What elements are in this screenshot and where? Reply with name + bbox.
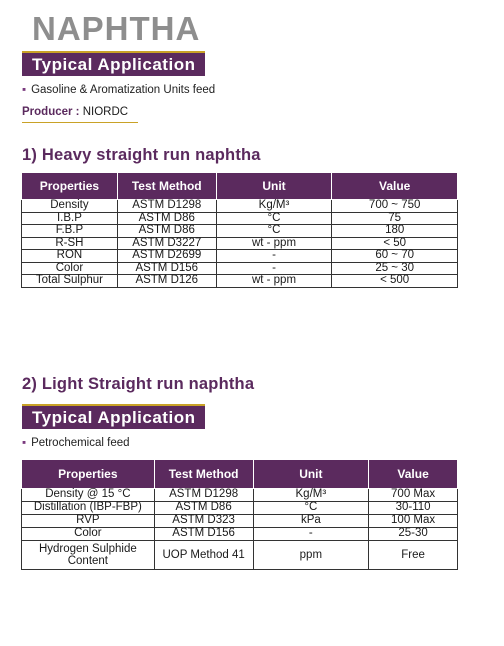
header-test-method: Test Method bbox=[117, 173, 216, 200]
table-row bbox=[22, 237, 458, 250]
cell-unit: °C bbox=[216, 225, 332, 238]
table-row bbox=[22, 200, 458, 213]
cell-value: 25 ~ 30 bbox=[332, 262, 458, 275]
bullet-icon: ▪ bbox=[22, 437, 27, 449]
heavy-naphtha-spec-table bbox=[21, 172, 458, 288]
cell-unit: Kg/M³ bbox=[216, 200, 332, 213]
producer-value: NIORDC bbox=[82, 106, 129, 118]
cell-value: 100 Max bbox=[369, 515, 458, 528]
cell-unit: kPa bbox=[253, 515, 369, 528]
cell-value: 60 ~ 70 bbox=[332, 250, 458, 263]
light-naphtha-spec-table bbox=[21, 459, 458, 570]
cell-test-method: ASTM D86 bbox=[117, 225, 216, 238]
cell-property: Total Sulphur bbox=[22, 275, 118, 288]
cell-value: 700 ~ 750 bbox=[332, 200, 458, 213]
header-value: Value bbox=[332, 173, 458, 200]
table-row bbox=[22, 528, 458, 541]
header-properties: Properties bbox=[22, 460, 155, 489]
cell-test-method: ASTM D156 bbox=[154, 528, 253, 541]
application-bullet-text: Gasoline & Aromatization Units feed bbox=[31, 84, 216, 96]
cell-property: RON bbox=[22, 250, 118, 263]
header-test-method: Test Method bbox=[154, 460, 253, 489]
cell-test-method: ASTM D156 bbox=[117, 262, 216, 275]
table-header-row bbox=[22, 173, 458, 200]
page-title: NAPHTHA bbox=[32, 10, 201, 47]
table-row bbox=[22, 262, 458, 275]
cell-value: 700 Max bbox=[369, 489, 458, 502]
table-row bbox=[22, 275, 458, 288]
cell-test-method: ASTM D323 bbox=[154, 515, 253, 528]
header-properties: Properties bbox=[22, 173, 118, 200]
cell-unit: Kg/M³ bbox=[253, 489, 369, 502]
typical-application-heading: Typical Application bbox=[22, 51, 205, 76]
cell-property: RVP bbox=[22, 515, 155, 528]
section2-title: 2) Light Straight run naphtha bbox=[22, 375, 255, 393]
cell-test-method: ASTM D86 bbox=[154, 502, 253, 515]
table-row bbox=[22, 212, 458, 225]
cell-value: 180 bbox=[332, 225, 458, 238]
cell-value: < 500 bbox=[332, 275, 458, 288]
cell-test-method: ASTM D126 bbox=[117, 275, 216, 288]
cell-property: Hydrogen Sulphide Content bbox=[22, 541, 155, 570]
producer-underline bbox=[22, 122, 138, 123]
cell-value: 75 bbox=[332, 212, 458, 225]
cell-test-method: ASTM D1298 bbox=[154, 489, 253, 502]
table-row bbox=[22, 515, 458, 528]
producer-line bbox=[22, 106, 128, 118]
table-header-row bbox=[22, 460, 458, 489]
header-unit: Unit bbox=[216, 173, 332, 200]
cell-unit: - bbox=[216, 262, 332, 275]
cell-test-method: ASTM D3227 bbox=[117, 237, 216, 250]
cell-unit: °C bbox=[216, 212, 332, 225]
cell-test-method: ASTM D2699 bbox=[117, 250, 216, 263]
cell-unit: - bbox=[216, 250, 332, 263]
application-bullet bbox=[22, 84, 215, 96]
cell-property: Distillation (IBP-FBP) bbox=[22, 502, 155, 515]
header-unit: Unit bbox=[253, 460, 369, 489]
cell-value: < 50 bbox=[332, 237, 458, 250]
cell-test-method: ASTM D86 bbox=[117, 212, 216, 225]
cell-property: I.B.P bbox=[22, 212, 118, 225]
typical-application-heading: Typical Application bbox=[22, 404, 205, 429]
application-bullet bbox=[22, 437, 130, 449]
cell-property: F.B.P bbox=[22, 225, 118, 238]
cell-value: Free bbox=[369, 541, 458, 570]
cell-test-method: ASTM D1298 bbox=[117, 200, 216, 213]
cell-value: 25-30 bbox=[369, 528, 458, 541]
cell-property: Color bbox=[22, 262, 118, 275]
cell-unit: wt - ppm bbox=[216, 237, 332, 250]
cell-test-method: UOP Method 41 bbox=[154, 541, 253, 570]
cell-property: R-SH bbox=[22, 237, 118, 250]
application-bullet-text: Petrochemical feed bbox=[31, 437, 130, 449]
bullet-icon: ▪ bbox=[22, 84, 27, 96]
cell-value: 30-110 bbox=[369, 502, 458, 515]
cell-unit: - bbox=[253, 528, 369, 541]
cell-unit: wt - ppm bbox=[216, 275, 332, 288]
cell-unit: °C bbox=[253, 502, 369, 515]
table-row bbox=[22, 541, 458, 570]
header-value: Value bbox=[369, 460, 458, 489]
cell-property: Density bbox=[22, 200, 118, 213]
table-row bbox=[22, 489, 458, 502]
cell-unit: ppm bbox=[253, 541, 369, 570]
section1-title: 1) Heavy straight run naphtha bbox=[22, 146, 261, 164]
table-row bbox=[22, 225, 458, 238]
producer-label: Producer : bbox=[22, 106, 80, 118]
table-row bbox=[22, 250, 458, 263]
cell-property: Color bbox=[22, 528, 155, 541]
cell-property: Density @ 15 °C bbox=[22, 489, 155, 502]
table-row bbox=[22, 502, 458, 515]
